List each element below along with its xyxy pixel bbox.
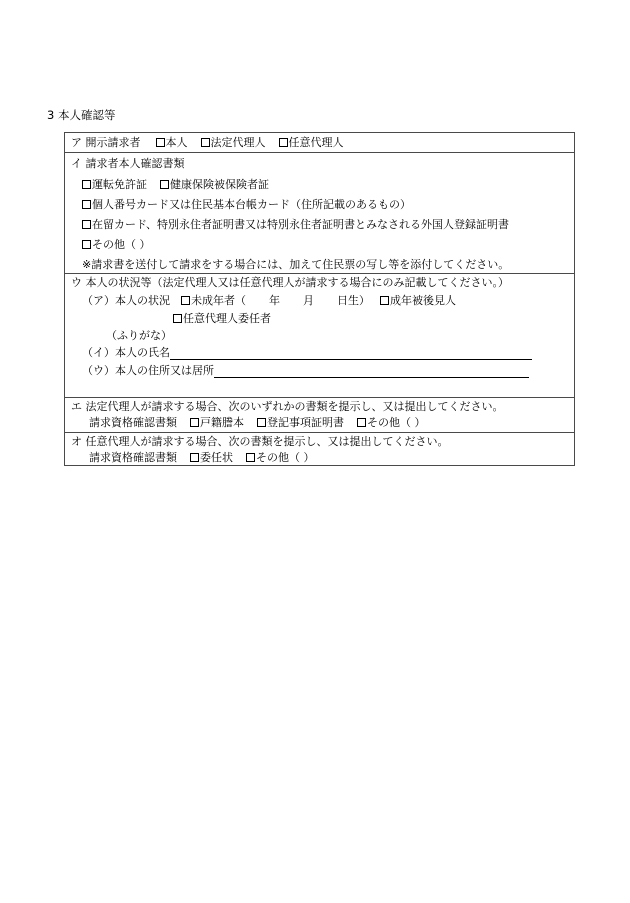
birth-day-label: 日生） [337,294,370,307]
legal-agent-title: エ 法定代理人が請求する場合、次のいずれかの書類を提示し、又は提出してください。 [71,400,504,413]
legal-agent-section [65,397,574,432]
principal-address-label: （ウ）本人の住所又は居所 [82,364,214,377]
identity-docs-row-1 [82,178,269,192]
family-register-checkbox[interactable] [190,416,244,429]
minor-checkbox[interactable] [181,294,246,307]
principal-address-row [82,364,529,378]
voluntary-agent-docs-label: 請求資格確認書類 [89,451,177,464]
identity-documents-section [65,152,574,273]
birth-month-label: 月 [303,294,314,307]
voluntary-agent-other-checkbox[interactable] [246,451,315,464]
furigana-label: （ふりがな） [106,329,172,342]
identity-verification-form [64,132,575,466]
power-of-attorney-label: 委任状 [200,451,233,464]
section-heading: 3 本人確認等 [47,108,116,122]
my-number-card-label: 個人番号カード又は住民基本台帳カード（住所記載のあるもの） [92,198,411,211]
other-document-label: その他（ ） [92,238,151,251]
legal-agent-other-checkbox[interactable] [357,416,426,429]
principal-status-row [82,294,456,308]
principal-address-field[interactable] [214,365,529,378]
registry-certificate-label: 登記事項証明書 [267,416,344,429]
registry-certificate-checkbox[interactable] [257,416,344,429]
requester-legal-agent-label: 法定代理人 [210,136,266,149]
drivers-license-label: 運転免許証 [92,178,147,191]
requester-self-label: 本人 [165,136,188,149]
drivers-license-checkbox[interactable] [82,178,147,191]
voluntary-agent-other-label: その他（ ） [256,451,315,464]
legal-agent-other-label: その他（ ） [367,416,426,429]
health-insurance-checkbox[interactable] [160,178,269,191]
my-number-card-checkbox[interactable] [82,198,411,212]
principal-name-label: （イ）本人の氏名 [82,346,170,359]
requester-self-checkbox[interactable] [156,136,188,149]
residence-card-label: 在留カード、特別永住者証明書又は特別永住者証明書とみなされる外国人登録証明書 [92,218,510,231]
requester-voluntary-agent-checkbox[interactable] [279,136,344,149]
requester-legal-agent-checkbox[interactable] [201,136,266,149]
principal-name-row [82,346,532,360]
legal-agent-docs-row [89,416,426,430]
principal-status-title: ウ 本人の状況等（法定代理人又は任意代理人が請求する場合にのみ記載してください。） [71,276,509,289]
principal-status-label: （ア）本人の状況 [82,294,170,307]
voluntary-agent-docs-row [89,451,315,465]
delegator-checkbox[interactable] [173,312,271,326]
family-register-label: 戸籍謄本 [200,416,244,429]
requester-voluntary-agent-label: 任意代理人 [288,136,344,149]
requester-type-row [71,136,344,150]
birth-year-label: 年 [269,294,280,307]
residence-card-checkbox[interactable] [82,218,509,232]
identity-documents-title: イ 請求者本人確認書類 [71,157,185,170]
requester-type-label: ア 開示請求者 [71,136,141,149]
health-insurance-label: 健康保険被保険者証 [170,178,269,191]
other-document-checkbox[interactable] [82,238,151,252]
minor-label: 未成年者（ [191,294,246,307]
mail-request-note: ※請求書を送付して請求をする場合には、加えて住民票の写し等を添付してください。 [82,258,510,271]
voluntary-agent-title: オ 任意代理人が請求する場合、次の書類を提示し、又は提出してください。 [71,435,449,448]
delegator-label: 任意代理人委任者 [183,312,271,325]
adult-ward-label: 成年被後見人 [390,294,456,307]
power-of-attorney-checkbox[interactable] [190,451,233,464]
legal-agent-docs-label: 請求資格確認書類 [89,416,177,429]
principal-status-section [65,273,574,397]
voluntary-agent-section [65,432,574,467]
principal-name-field[interactable] [170,347,532,360]
adult-ward-checkbox[interactable] [380,294,456,307]
